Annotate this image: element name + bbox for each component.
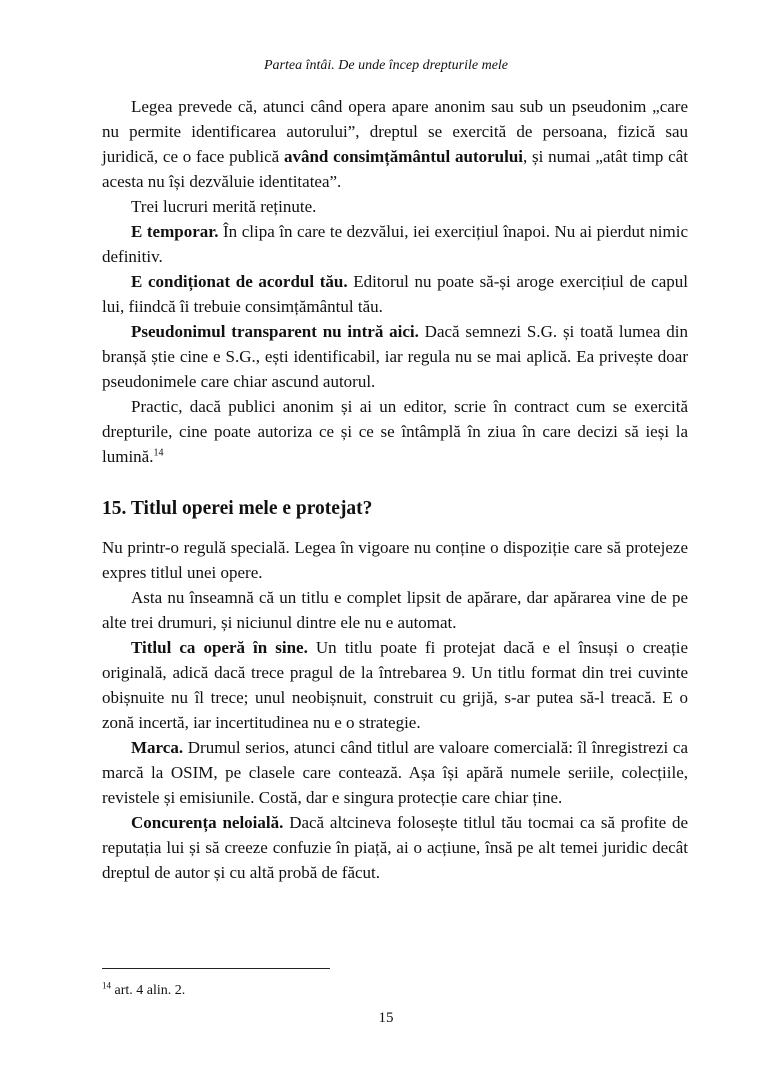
bold-lead: E condiționat de acordul tău. — [131, 272, 348, 291]
bold-phrase: având consimțământul autorului — [283, 147, 524, 166]
paragraph-text: , și numai „atât timp cât acesta nu își dezvăluie identitatea”. — [102, 147, 688, 191]
paragraph-trademark — [102, 735, 688, 810]
footnote-text: art. 4 alin. 2. — [111, 983, 186, 998]
paragraph-transparent-pseudonym — [102, 319, 688, 394]
footnote-number: 14 — [102, 980, 111, 991]
paragraph-practical — [102, 394, 688, 469]
bold-lead: Concurența neloială. — [131, 813, 284, 832]
paragraph-text: Un titlu poate fi protejat dacă e el însuși o creație originală, adică dacă trece pragul de la întrebarea 9. Un titlu format din trei cuvinte obișnuite nu îl trece; unul neobișnuit, construit cu grijă, s-ar putea să-l treacă. E o zonă incertă, iar incertitudinea nu e o strategie. — [102, 638, 688, 732]
paragraph-text: Practic, dacă publici anonim și ai un editor, scrie în contract cum se exercită drepturile, cine poate autoriza ce și ce se întâmplă în ziua în care decizi să ieși la lumină. — [102, 397, 688, 466]
paragraph-text: Editorul nu poate să-și aroge exercițiul de capul lui, fiindcă îi trebuie consimțământul tău. — [102, 272, 688, 316]
section-heading: 15. Titlul operei mele e protejat? — [102, 498, 373, 519]
bold-lead: Titlul ca operă în sine. — [131, 638, 308, 657]
paragraph-text: Dacă altcineva folosește titlul tău tocmai ca să profite de reputația lui și să creeze confuzie în piață, ai o acțiune, însă pe alt temei juridic decât dreptul de autor și cu altă probă de făcut. — [102, 813, 688, 882]
paragraph-title-as-work — [102, 635, 688, 735]
paragraph-temporary — [102, 219, 688, 269]
paragraph-conditioned — [102, 269, 688, 319]
page-number: 15 — [378, 1010, 394, 1026]
running-header: Partea întâi. De unde încep drepturile mele — [263, 58, 509, 73]
body-text — [102, 94, 688, 885]
bold-lead: Pseudonimul transparent nu intră aici. — [131, 322, 419, 341]
paragraph-text: În clipa în care te dezvălui, iei exercițiul înapoi. Nu ai pierdut nimic definitiv. — [102, 222, 689, 266]
footnote-reference[interactable]: 14 — [153, 447, 164, 459]
paragraph-unfair-competition — [102, 810, 688, 885]
paragraph-no-special-rule: Nu printr-o regulă specială. Legea în vigoare nu conține o dispoziție care să protejeze expres titlul unei opere. — [102, 538, 688, 582]
bold-lead: E temporar. — [131, 222, 219, 241]
footnote-divider — [102, 968, 330, 969]
bold-lead: Marca. — [131, 738, 184, 757]
paragraph-text: Legea prevede că, atunci când opera apare anonim sau sub un pseudonim „care nu permite identificarea autorului”, dreptul se exercită de persoana, fizică sau juridică, ce o face publică — [102, 97, 688, 166]
paragraph-anonymous-rule — [102, 94, 688, 194]
paragraph-three-points: Trei lucruri merită reținute. — [131, 197, 317, 216]
paragraph-text: Dacă semnezi S.G. și toată lumea din branșă știe cine e S.G., ești identificabil, iar regula nu se mai aplică. Ea privește doar pseudonimele care chiar ascund autorul. — [102, 322, 689, 391]
paragraph-three-roads: Asta nu înseamnă că un titlu e complet lipsit de apărare, dar apărarea vine de pe alte trei drumuri, și niciunul dintre ele nu e automat. — [102, 588, 688, 632]
paragraph-text: Drumul serios, atunci când titlul are valoare comercială: îl înregistrezi ca marcă la OSIM, pe clasele care contează. Așa își apără numele seriile, colecțiile, revistele și emisiunile. Costă, dar e singura protecție care chiar ține. — [102, 738, 688, 807]
footnote — [102, 982, 185, 1000]
